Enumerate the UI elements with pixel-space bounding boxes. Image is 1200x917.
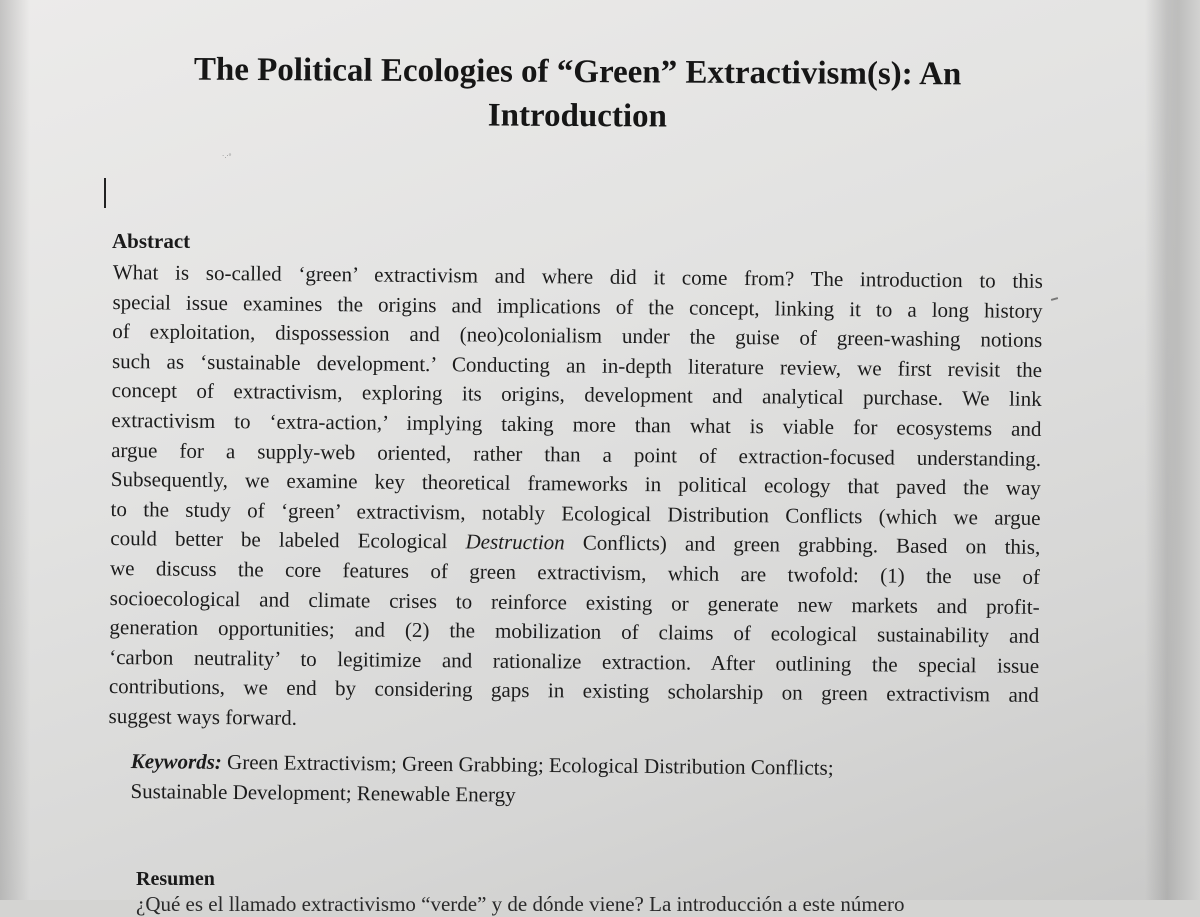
smudge-mark: ·.·ᵒ — [222, 152, 232, 160]
abstract-line: we discuss the core features of green extractivism, which are twofold: (1) the use of — [109, 555, 1041, 589]
keywords-block — [130, 746, 931, 814]
keywords-label: Keywords: — [130, 748, 222, 774]
paper-title — [120, 47, 1036, 141]
page-edge-right — [1145, 0, 1200, 900]
abstract-line: argue for a supply-web oriented, rather than a point of extraction-focused understanding. — [111, 437, 1042, 471]
abstract-line-after: Conflicts) and green grabbing. Based on this, — [564, 530, 1041, 560]
abstract-line: socioecological and climate crises to reinforce existing or generate new markets and profit- — [109, 585, 1040, 619]
abstract-line: such as ‘sustainable development.’ Conducting an in-depth literature review, we first revisit the — [111, 348, 1043, 382]
abstract-line: to the study of ‘green’ extractivism, notably Ecological Distribution Conflicts (which we argue — [110, 496, 1041, 530]
keywords-line-2: Sustainable Development; Renewable Energy — [130, 778, 516, 807]
destruction-italic: Destruction — [465, 529, 565, 555]
abstract-line: Subsequently, we examine key theoretical frameworks in political ecology that paved the way — [110, 467, 1041, 501]
abstract-line-last: suggest ways forward. — [108, 703, 298, 730]
abstract-heading: Abstract — [112, 229, 191, 253]
abstract-line: contributions, we end by considering gaps in existing scholarship on green extractivism and — [108, 674, 1039, 708]
text-cursor[interactable] — [104, 178, 106, 208]
abstract-line-before: could better be labeled Ecological — [110, 526, 466, 554]
resumen-first-line: ¿Qué es el llamado extractivismo “verde” y de dónde viene? La introducción a este número — [136, 892, 905, 916]
abstract-line: special issue examines the origins and implications of the concept, linking it to a long history — [112, 289, 1043, 323]
abstract-line: extractivism to ‘extra-action,’ implying taking more than what is viable for ecosystems and — [111, 407, 1042, 441]
margin-mark — [1051, 297, 1058, 301]
abstract-line: What is so-called ‘green’ extractivism and where did it come from? The introduction to this — [112, 259, 1043, 293]
abstract-line: generation opportunities; and (2) the mobilization of claims of ecological sustainability and — [109, 615, 1040, 649]
resumen-heading: Resumen — [136, 868, 215, 890]
abstract-body — [108, 258, 1043, 740]
keywords-line-1: Green Extractivism; Green Grabbing; Ecological Distribution Conflicts; — [221, 749, 834, 780]
paper-title-line-2: Introduction — [487, 97, 668, 135]
page-shadow-left — [0, 0, 30, 900]
abstract-line: ‘carbon neutrality’ to legitimize and rationalize extraction. After outlining the special issue — [109, 644, 1040, 678]
abstract-line: of exploitation, dispossession and (neo)colonialism under the guise of green-washing notions — [112, 319, 1043, 353]
abstract-line: concept of extractivism, exploring its origins, development and analytical purchase. We link — [111, 378, 1042, 412]
paper-title-line-1: The Political Ecologies of “Green” Extractivism(s): An — [193, 51, 962, 93]
